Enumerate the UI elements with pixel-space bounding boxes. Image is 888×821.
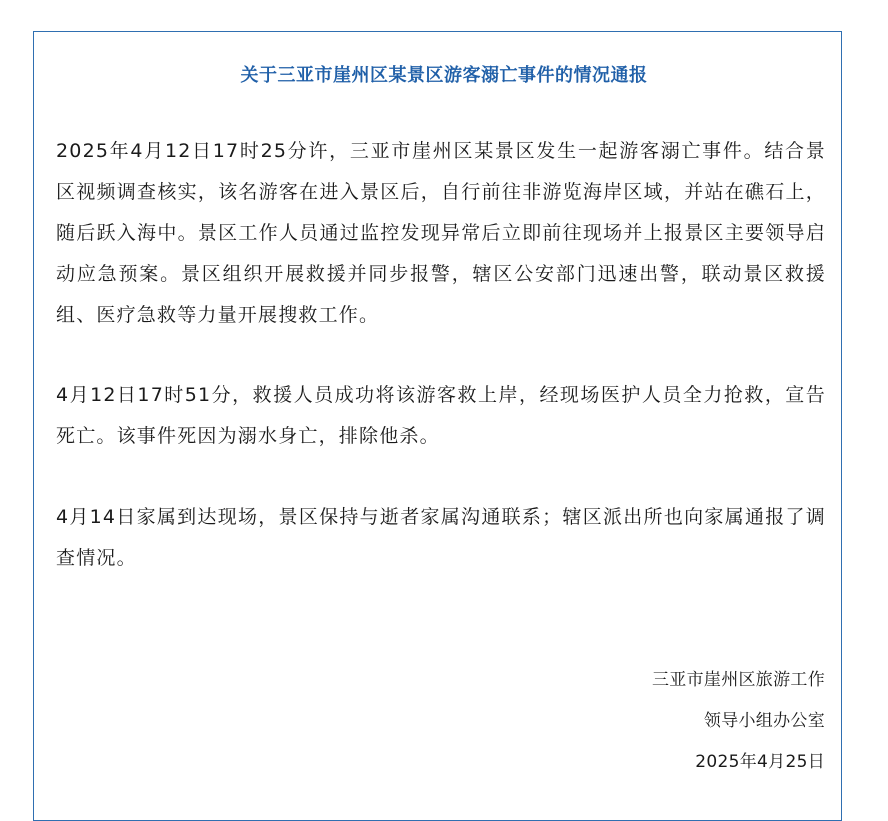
- signature-org-line-2: 领导小组办公室: [703, 711, 825, 731]
- notice-paragraph-1: 2025年4月12日17时25分许，三亚市崖州区某景区发生一起游客溺亡事件。结合景区视频调查核实，该名游客在进入景区后，自行前往非游览海岸区域，并站在礁石上，随后跃入海中。景区工作人员通过监控发现异常后立即前往现场并上报景区主要领导启动应急预案。景区组织开展救援并同步报警，辖区公安部门迅速出警，联动景区救援组、医疗急救等力量开展搜救工作。: [56, 140, 826, 326]
- signature-org-line-1: 三亚市崖州区旅游工作: [652, 670, 825, 690]
- notice-title: 关于三亚市崖州区某景区游客溺亡事件的情况通报: [240, 65, 648, 86]
- notice-paragraph-2: 4月12日17时51分，救援人员成功将该游客救上岸，经现场医护人员全力抢救，宣告死亡。该事件死因为溺水身亡，排除他杀。: [56, 384, 826, 447]
- notice-paragraph-3: 4月14日家属到达现场，景区保持与逝者家属沟通联系；辖区派出所也向家属通报了调查情况。: [56, 506, 826, 569]
- signature-date: 2025年4月25日: [695, 752, 825, 772]
